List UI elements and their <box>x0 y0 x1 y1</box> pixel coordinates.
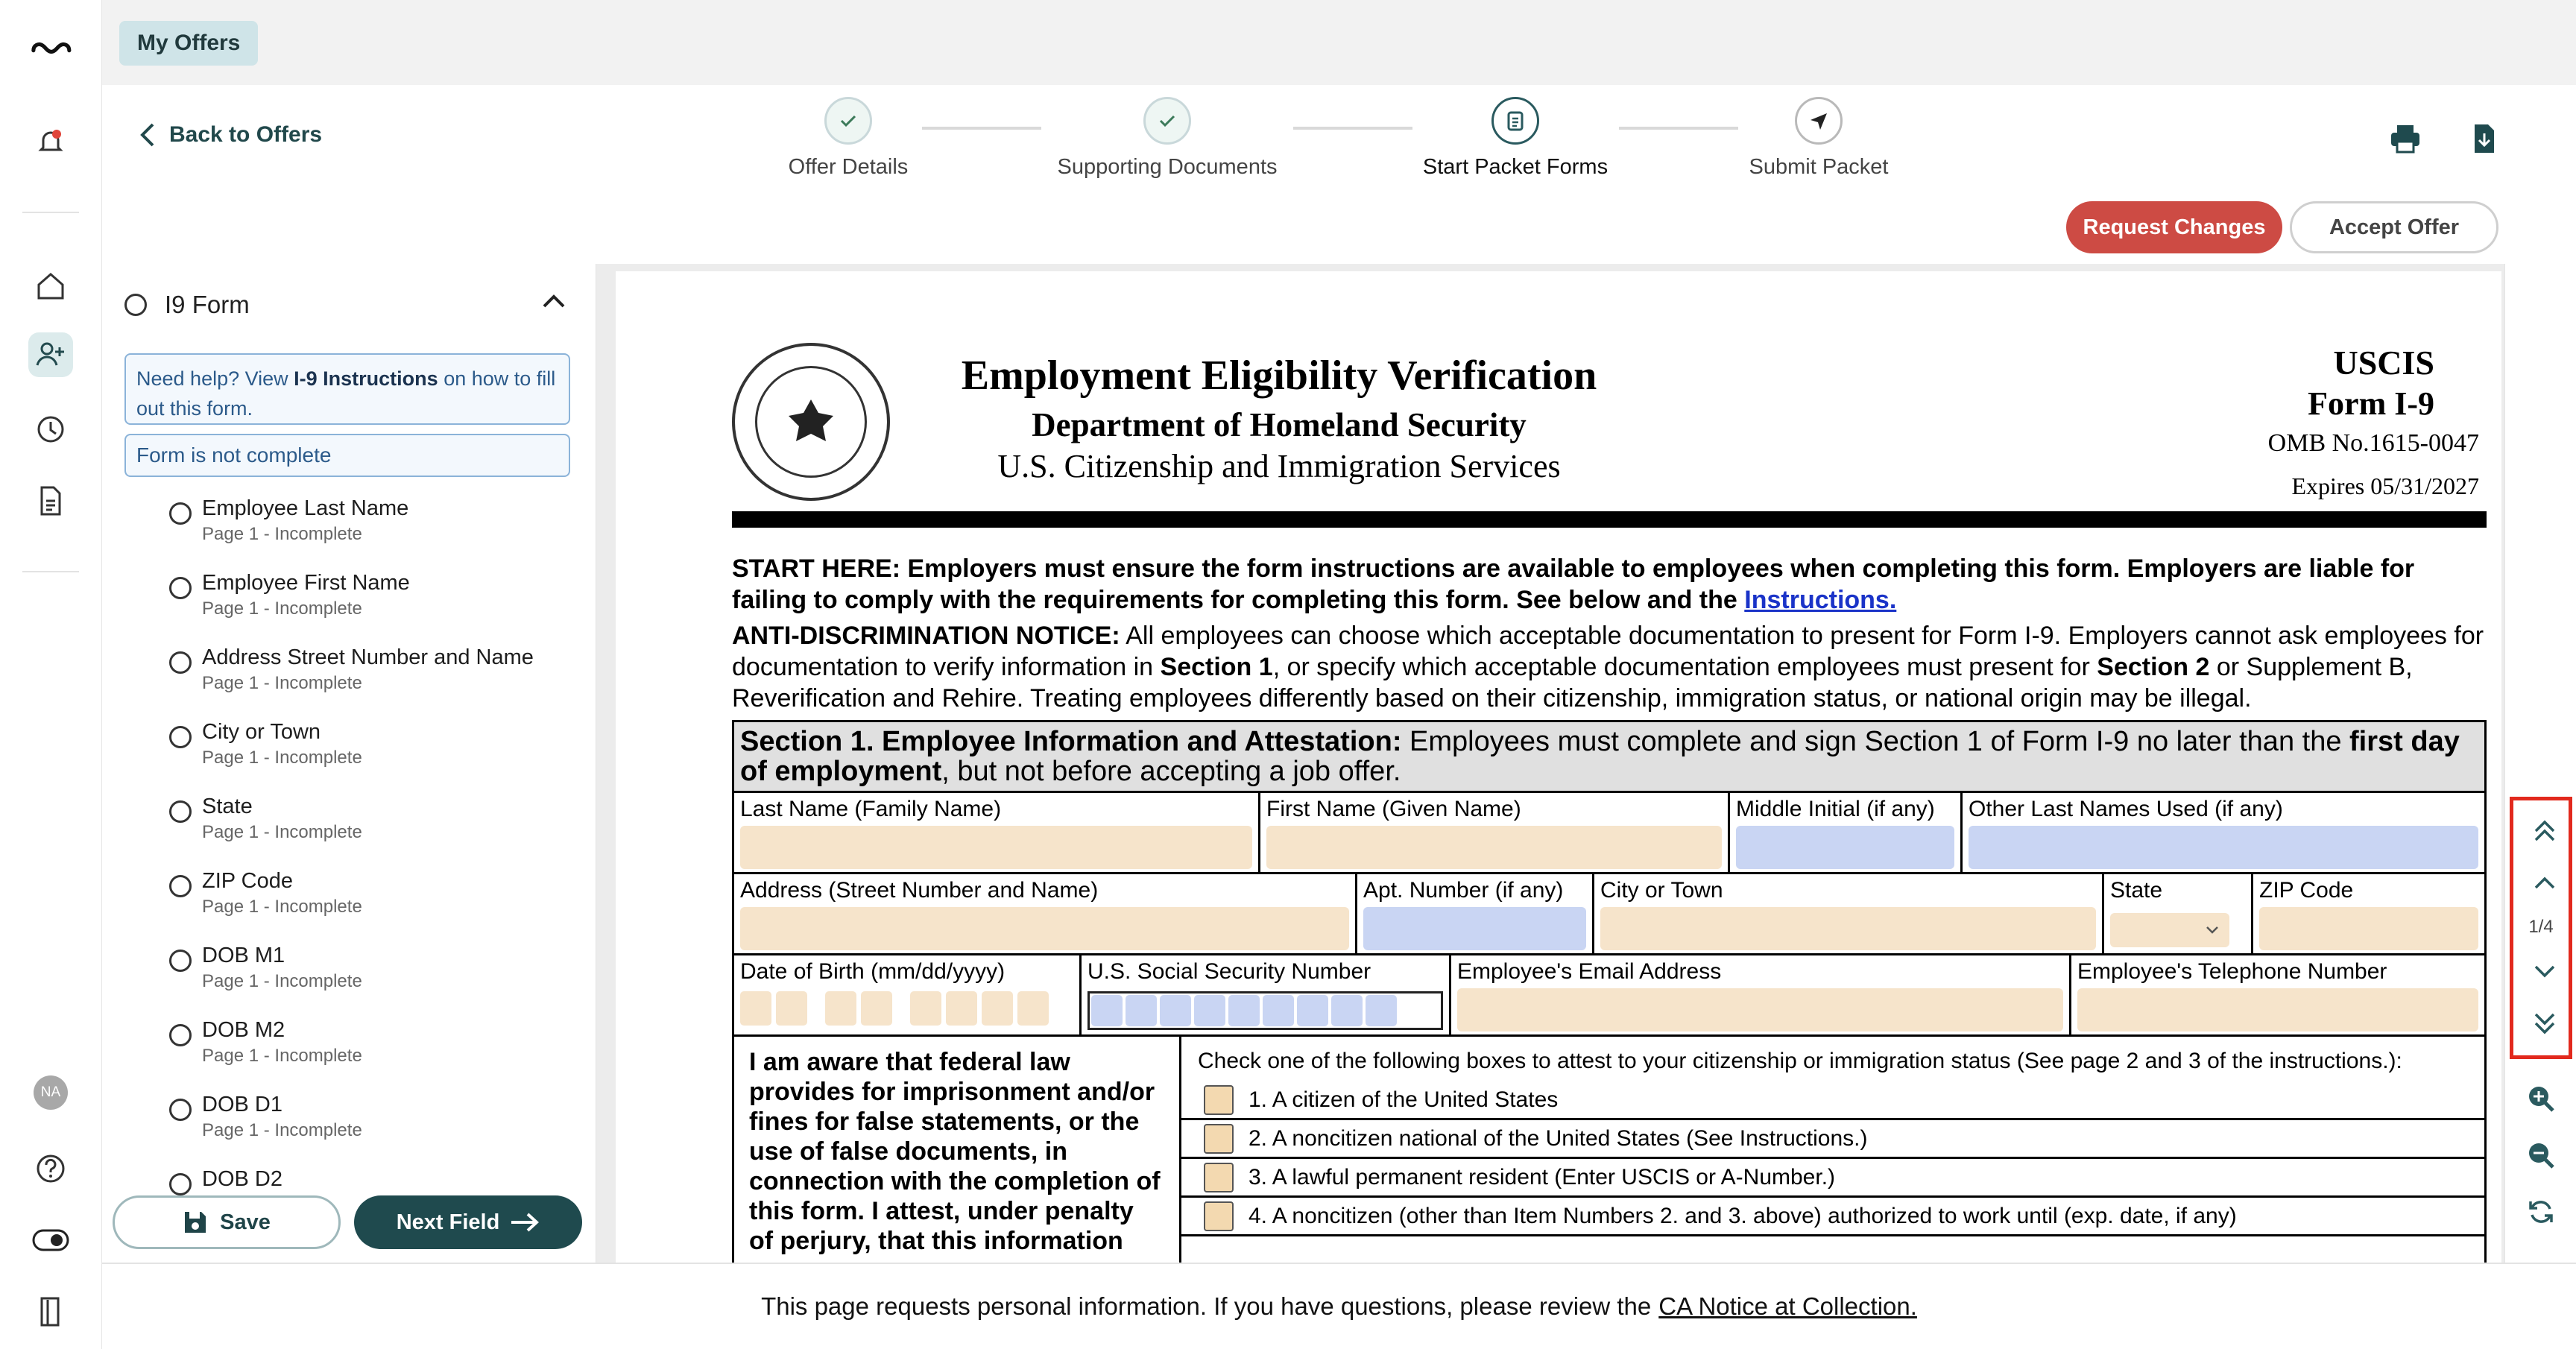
doc-title: Employment Eligibility Verification <box>961 353 1597 399</box>
offer-header <box>102 85 2576 264</box>
check-icon <box>1143 97 1191 145</box>
field-radio-icon <box>169 1173 192 1195</box>
floppy-disk-icon <box>183 1210 208 1235</box>
doc-expires: Expires 05/31/2027 <box>2291 473 2479 499</box>
last-page-double-chevron-down-icon[interactable] <box>2527 1006 2563 1042</box>
step-label: Supporting Documents <box>1057 155 1278 179</box>
form-title <box>124 291 250 319</box>
email-cell <box>1451 955 2071 1034</box>
field-name: DOB D2 <box>202 1167 282 1191</box>
field-list <box>169 493 587 1209</box>
list-item[interactable] <box>169 1090 587 1164</box>
download-document-icon[interactable] <box>2463 118 2505 159</box>
middle-initial-label: Middle Initial (if any) <box>1736 797 1935 821</box>
field-radio-icon <box>169 950 192 972</box>
form-status-badge: Form is not complete <box>124 434 570 477</box>
next-label: Next Field <box>396 1210 500 1234</box>
brand-logo-icon[interactable] <box>28 27 73 72</box>
phone-input[interactable] <box>2077 988 2478 1032</box>
help-suffix: on how to fill out this form. <box>136 367 556 420</box>
apt-input[interactable] <box>1363 907 1586 950</box>
anti-section2: Section 2 <box>2097 653 2210 681</box>
anti-text: All employees can choose which acceptable documentation to present for Form I-9. Employers cannot ask employees for documentation to verify information in <box>732 622 2484 681</box>
field-name: ZIP Code <box>202 869 293 893</box>
first-name-label: First Name (Given Name) <box>1266 797 1521 821</box>
left-rail <box>0 0 102 1349</box>
section-text: , but not before accepting a job offer. <box>941 756 1401 787</box>
state-select[interactable] <box>2110 913 2229 947</box>
field-status: Page 1 - Incomplete <box>202 748 362 768</box>
help-prefix: Need help? View <box>136 367 294 390</box>
first-name-cell <box>1260 793 1730 872</box>
field-status: Page 1 - Incomplete <box>202 598 362 619</box>
first-page-double-chevron-up-icon[interactable] <box>2527 812 2563 848</box>
avatar[interactable] <box>28 1070 73 1115</box>
form-title-text: I9 Form <box>165 291 250 318</box>
dob-y2-box[interactable] <box>946 991 977 1026</box>
ssn-box[interactable] <box>1297 995 1328 1026</box>
phone-cell <box>2071 955 2484 1034</box>
ssn-box[interactable] <box>1160 995 1191 1026</box>
next-page-chevron-down-icon[interactable] <box>2527 954 2563 990</box>
history-clock-icon[interactable] <box>28 407 73 452</box>
footer-text: This page requests personal information. If you have questions, please review the <box>761 1292 1652 1320</box>
arrow-right-icon <box>510 1211 540 1233</box>
field-status: Page 1 - Incomplete <box>202 822 362 842</box>
field-radio-icon <box>169 1099 192 1121</box>
doc-agency: U.S. Citizenship and Immigration Services <box>997 448 1561 484</box>
anti-text: or Supplement B, Reverification and Rehire. Treating employees differently based on their citizenship, immigration status, or national origin may be illegal. <box>732 653 2413 713</box>
address-input[interactable] <box>740 907 1349 950</box>
dob-d2-box[interactable] <box>861 991 892 1026</box>
field-status: Page 1 - Incomplete <box>202 1120 362 1140</box>
ssn-cell <box>1082 955 1451 1034</box>
my-offers-tab[interactable]: My Offers <box>119 21 258 66</box>
dob-y1-box[interactable] <box>910 991 941 1026</box>
field-name: DOB D1 <box>202 1093 282 1116</box>
apt-cell <box>1357 874 1594 953</box>
doc-form-id: Form I-9 <box>2308 385 2434 422</box>
request-changes-button[interactable]: Request Changes <box>2066 201 2282 253</box>
privacy-footer <box>102 1263 2576 1349</box>
field-status: Page 1 - Incomplete <box>202 971 362 991</box>
step-start-packet-forms[interactable] <box>1381 97 1650 180</box>
state-cell <box>2104 874 2253 953</box>
phone-label: Employee's Telephone Number <box>2077 959 2387 984</box>
accept-offer-button[interactable]: Accept Offer <box>2290 201 2498 253</box>
list-item[interactable] <box>169 792 587 866</box>
checkbox[interactable] <box>1204 1201 1234 1231</box>
section-1 <box>732 720 2487 1263</box>
send-icon <box>1795 97 1843 145</box>
field-name: Employee Last Name <box>202 496 409 520</box>
reset-refresh-icon[interactable] <box>2523 1194 2559 1230</box>
dob-m1-box[interactable] <box>740 991 771 1026</box>
dob-digit-boxes <box>740 991 1073 1029</box>
field-name: State <box>202 794 253 818</box>
list-item[interactable] <box>169 941 587 1015</box>
i9-form-page <box>616 271 2501 1263</box>
attestation-intro: Check one of the following boxes to attest to your citizenship or immigration status (See page 2 and 3 of the instructions.): <box>1198 1049 2402 1073</box>
field-status: Page 1 - Incomplete <box>202 1046 362 1066</box>
list-item[interactable] <box>169 1015 587 1090</box>
field-radio-icon <box>169 651 192 674</box>
city-input[interactable] <box>1600 907 2096 950</box>
next-field-button[interactable] <box>354 1195 582 1249</box>
field-radio-icon <box>169 502 192 525</box>
start-here-text: START HERE: Employers must ensure the form instructions are available to employees when completing this form. Employers are liable for failing to comply with the requirements for completing this form. See below and the <box>732 555 2415 614</box>
field-name: DOB M1 <box>202 944 285 967</box>
field-radio-icon <box>169 875 192 897</box>
section-1-header <box>734 722 2484 793</box>
email-label: Employee's Email Address <box>1457 959 1722 984</box>
anti-title: ANTI-DISCRIMINATION NOTICE: <box>732 622 1120 650</box>
doc-omb: OMB No.1615-0047 <box>2267 429 2479 457</box>
anti-discrimination-notice <box>732 620 2487 714</box>
field-radio-icon <box>169 577 192 599</box>
form-status-radio-icon <box>124 294 147 316</box>
top-bar <box>102 0 2576 85</box>
zoom-out-icon[interactable] <box>2523 1137 2559 1173</box>
step-label: Offer Details <box>788 155 909 179</box>
logout-door-icon[interactable] <box>28 1289 73 1334</box>
back-label: Back to Offers <box>169 122 323 147</box>
document-icon[interactable] <box>28 478 73 523</box>
previous-page-chevron-up-icon[interactable] <box>2527 865 2563 900</box>
i9-instructions-link[interactable]: I-9 Instructions <box>294 367 438 390</box>
add-person-icon[interactable] <box>28 332 73 377</box>
list-item[interactable] <box>169 493 587 568</box>
ssn-digit-boxes <box>1087 991 1443 1030</box>
zip-label: ZIP Code <box>2259 878 2354 903</box>
state-label: State <box>2110 878 2163 903</box>
anti-text: , or specify which acceptable documentation employees must present for <box>1272 653 2097 681</box>
status-options <box>1181 1037 2484 1263</box>
doc-uscis: USCIS <box>2333 344 2434 382</box>
save-label: Save <box>220 1210 271 1234</box>
status-option-noncitizen-national[interactable] <box>1181 1120 2484 1159</box>
page-navigation <box>2510 797 2572 1059</box>
option-label: 3. A lawful permanent resident (Enter USCIS or A-Number.) <box>1248 1164 1836 1190</box>
step-offer-details[interactable] <box>714 97 982 180</box>
start-here-notice <box>732 553 2487 616</box>
field-name: DOB M2 <box>202 1018 285 1042</box>
back-to-offers-link[interactable] <box>139 122 322 148</box>
dob-label: Date of Birth (mm/dd/yyyy) <box>740 959 1006 984</box>
zip-cell <box>2253 874 2484 953</box>
address-label: Address (Street Number and Name) <box>740 878 1099 903</box>
collapse-chevron-up-icon[interactable] <box>542 294 566 312</box>
field-status: Page 1 - Incomplete <box>202 673 362 693</box>
theme-toggle-icon[interactable] <box>28 1218 73 1263</box>
ssn-box[interactable] <box>1331 995 1363 1026</box>
ssn-label: U.S. Social Security Number <box>1087 959 1371 984</box>
middle-initial-cell <box>1730 793 1963 872</box>
status-option-citizen[interactable] <box>1181 1081 2484 1120</box>
field-radio-icon <box>169 1024 192 1046</box>
checkbox[interactable] <box>1204 1124 1234 1154</box>
doc-divider <box>732 511 2487 528</box>
field-radio-icon <box>169 800 192 823</box>
city-cell <box>1594 874 2104 953</box>
list-item[interactable] <box>169 568 587 642</box>
field-radio-icon <box>169 726 192 748</box>
name-row <box>734 793 2484 874</box>
list-item[interactable] <box>169 642 587 717</box>
dob-row <box>734 955 2484 1037</box>
zoom-in-icon[interactable] <box>2523 1081 2559 1116</box>
list-item[interactable] <box>169 866 587 941</box>
help-notice <box>124 353 570 425</box>
ssn-box[interactable] <box>1091 995 1123 1026</box>
dob-d1-box[interactable] <box>825 991 856 1026</box>
dob-cell <box>734 955 1082 1034</box>
list-item[interactable] <box>169 717 587 792</box>
instructions-link[interactable]: Instructions. <box>1744 586 1897 614</box>
option-label: 2. A noncitizen national of the United States (See Instructions.) <box>1248 1125 1868 1151</box>
check-icon <box>824 97 872 145</box>
checkbox[interactable] <box>1204 1163 1234 1192</box>
middle-initial-input[interactable] <box>1736 826 1954 869</box>
step-submit-packet[interactable] <box>1685 97 1953 180</box>
section-bold: first day of employment <box>740 726 2460 787</box>
other-names-input[interactable] <box>1969 826 2478 869</box>
chevron-down-icon <box>2206 926 2219 935</box>
ssn-box[interactable] <box>1126 995 1157 1026</box>
section-text: Employees must complete and sign Section 1 of Form I-9 no later than the <box>1401 726 2350 757</box>
field-status: Page 1 - Incomplete <box>202 524 362 544</box>
page-counter: 1/4 <box>2528 917 2554 937</box>
help-icon[interactable] <box>28 1146 73 1191</box>
viewer-controls <box>2504 264 2576 1263</box>
anti-section1: Section 1 <box>1160 653 1273 681</box>
chevron-left-icon <box>139 122 156 148</box>
step-label: Start Packet Forms <box>1422 155 1609 179</box>
ssn-box[interactable] <box>1194 995 1225 1026</box>
print-icon[interactable] <box>2384 118 2426 159</box>
step-supporting-documents[interactable] <box>1033 97 1301 180</box>
status-option-authorized-noncitizen[interactable] <box>1181 1198 2484 1236</box>
zip-input[interactable] <box>2259 907 2478 950</box>
home-icon[interactable] <box>28 264 73 309</box>
attestation-row <box>734 1037 2484 1263</box>
save-button[interactable] <box>113 1195 341 1249</box>
attestation-statement: I am aware that federal law provides for imprisonment and/or fines for false statements, or the use of false documents, in connection with the completion of this form. I attest, under penalty of perjury, that this information <box>734 1037 1181 1263</box>
address-row <box>734 874 2484 955</box>
option-label: 1. A citizen of the United States <box>1248 1087 1559 1112</box>
status-option-permanent-resident[interactable] <box>1181 1159 2484 1198</box>
option-label: 4. A noncitizen (other than Item Numbers 2. and 3. above) authorized to work until (exp. date, if any) <box>1248 1203 2237 1228</box>
ssn-box[interactable] <box>1263 995 1294 1026</box>
email-input[interactable] <box>1457 988 2063 1032</box>
city-label: City or Town <box>1600 878 1723 903</box>
last-name-cell <box>734 793 1260 872</box>
field-name: City or Town <box>202 720 321 744</box>
ssn-box[interactable] <box>1228 995 1260 1026</box>
address-cell <box>734 874 1357 953</box>
field-name: Address Street Number and Name <box>202 645 534 669</box>
field-status: Page 1 - Incomplete <box>202 897 362 917</box>
other-names-label: Other Last Names Used (if any) <box>1969 797 2283 821</box>
dob-y3-box[interactable] <box>982 991 1013 1026</box>
document-viewer[interactable] <box>596 264 2504 1263</box>
doc-department: Department of Homeland Security <box>1032 406 1527 443</box>
other-names-cell <box>1963 793 2484 872</box>
ca-notice-link[interactable]: CA Notice at Collection. <box>1658 1292 1917 1320</box>
field-name: Employee First Name <box>202 571 410 595</box>
checkbox[interactable] <box>1204 1085 1234 1115</box>
section-title: Section 1. Employee Information and Attestation: <box>740 726 1402 757</box>
step-label: Submit Packet <box>1749 155 1889 179</box>
avatar-initials: NA <box>34 1075 68 1110</box>
clipboard-icon <box>1491 97 1539 145</box>
ssn-box[interactable] <box>1366 995 1397 1026</box>
apt-label: Apt. Number (if any) <box>1363 878 1564 903</box>
last-name-label: Last Name (Family Name) <box>740 797 1002 821</box>
first-name-input[interactable] <box>1266 826 1722 869</box>
last-name-input[interactable] <box>740 826 1252 869</box>
form-field-panel <box>102 264 596 1263</box>
dob-m2-box[interactable] <box>776 991 807 1026</box>
dob-y4-box[interactable] <box>1017 991 1049 1026</box>
notification-bell-icon[interactable] <box>28 119 73 164</box>
